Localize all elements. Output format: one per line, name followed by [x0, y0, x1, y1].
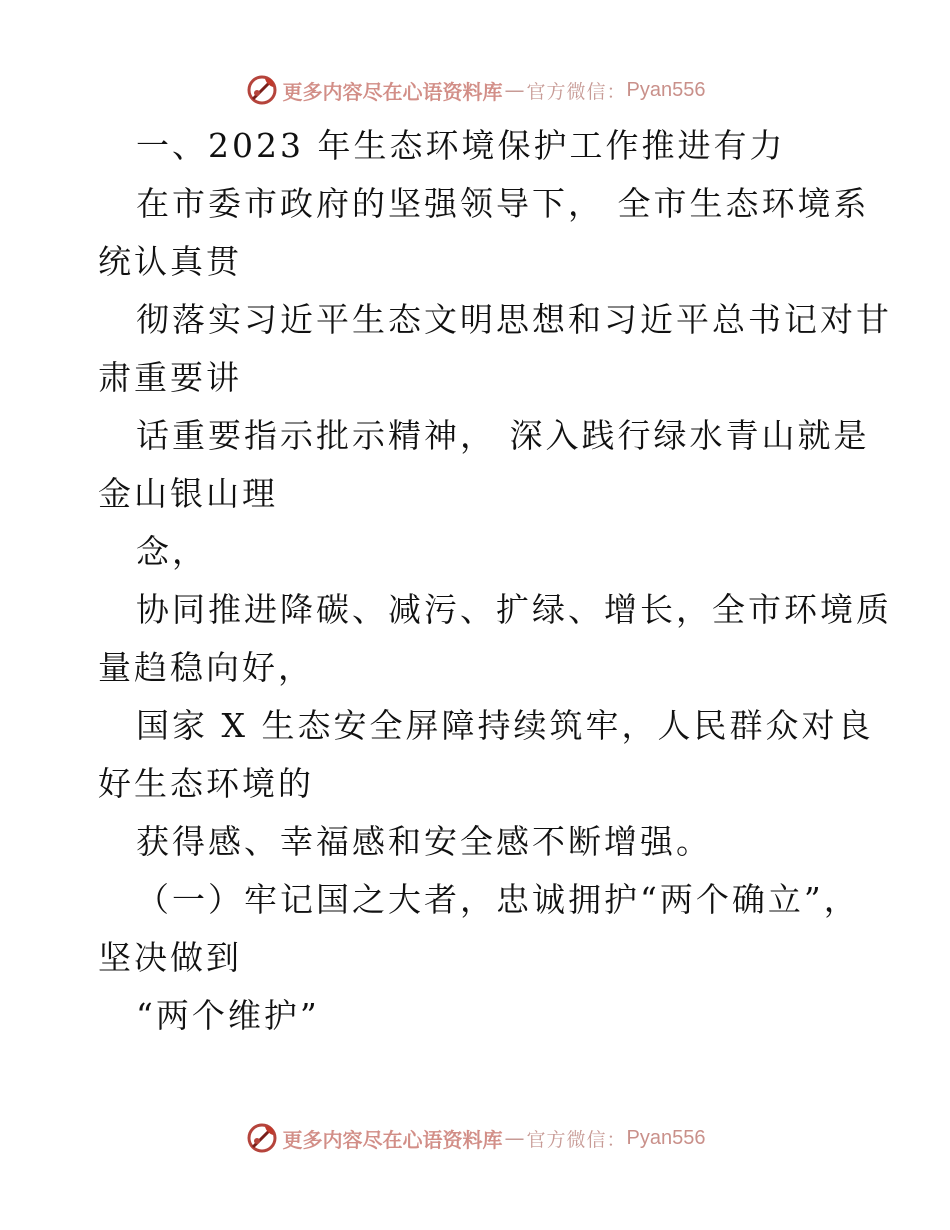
paragraph-line: 彻落实习近平生态文明思想和习近平总书记对甘 [136, 300, 892, 339]
watermark-wechat-label: 官方微信： [526, 1128, 627, 1151]
paragraph-line: 好生态环境的 [98, 764, 314, 803]
watermark-wechat-id: Pyan556 [626, 78, 706, 101]
footer-watermark [0, 1118, 950, 1158]
section-heading: 一、2023 年生态环境保护工作推进有力 [136, 126, 786, 165]
subsection-heading: （一）牢记国之大者，忠诚拥护“两个确立”， [136, 880, 860, 919]
paragraph-line: 量趋稳向好， [98, 648, 314, 687]
paragraph-line: 坚决做到 [98, 938, 242, 977]
paragraph-line: 话重要指示批示精神， 深入践行绿水青山就是 [136, 416, 870, 455]
paragraph-line: 国家 X 生态安全屏障持续筑牢，人民群众对良 [136, 706, 874, 745]
watermark-title: 更多内容尽在心语资料库 [282, 1127, 503, 1152]
paragraph-line: 统认真贯 [98, 242, 242, 281]
paragraph-line: 协同推进降碳、减污、扩绿、增长，全市环境质 [136, 590, 892, 629]
paragraph-line: 金山银山理 [98, 474, 278, 513]
paragraph-line: 肃重要讲 [98, 358, 242, 397]
paragraph-line: 念， [136, 532, 208, 571]
header-watermark [0, 70, 950, 110]
quill-logo-icon [245, 73, 279, 107]
watermark-title: 更多内容尽在心语资料库 [282, 79, 503, 104]
watermark-dash: — [504, 1126, 525, 1150]
watermark-dash: — [504, 78, 525, 102]
watermark-wechat-id: Pyan556 [626, 1126, 706, 1149]
paragraph-line: 获得感、幸福感和安全感不断增强。 [136, 822, 712, 861]
paragraph-line: 在市委市政府的坚强领导下， 全市生态环境系 [136, 184, 870, 223]
quill-logo-icon [245, 1121, 279, 1155]
paragraph-line: “两个维护” [136, 996, 320, 1035]
watermark-wechat-label: 官方微信： [526, 80, 627, 103]
